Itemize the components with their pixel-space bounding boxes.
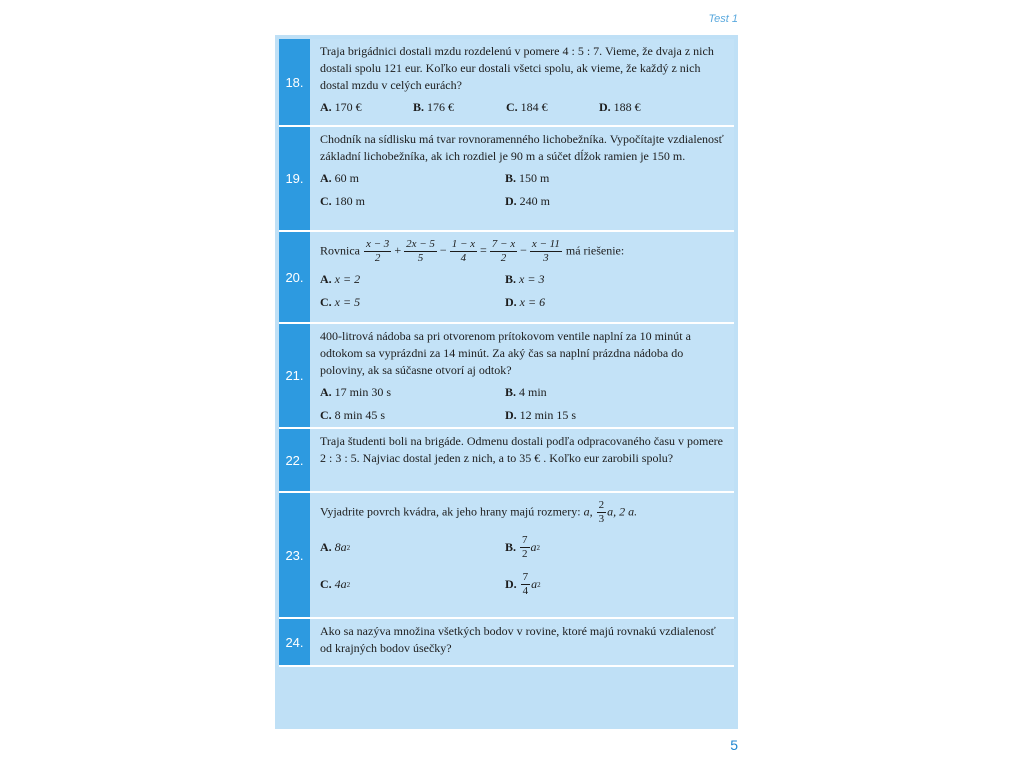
problem-list xyxy=(279,39,734,667)
option-letter: B. xyxy=(505,272,517,286)
option-value: 60 m xyxy=(334,171,360,185)
problem-text: Traja študenti boli na brigáde. Odmenu dostali podľa odpracovaného času v pomere 2 : 3 : 5. Najviac dostal jeden z nich, a to 35 € . Koľko eur zarobili spolu? xyxy=(320,434,723,465)
equation-lead: Rovnica xyxy=(320,243,360,258)
fraction: $\frac{7}{2}$ xyxy=(522,534,528,560)
fraction: $\frac{2x - 5}{5}$ xyxy=(406,238,435,264)
option-letter: B. xyxy=(505,171,517,185)
option-value: 188 € xyxy=(613,100,641,114)
problem-text xyxy=(320,499,726,526)
running-head: Test 1 xyxy=(708,13,738,25)
option-letter: D. xyxy=(599,100,611,114)
option-c[interactable] xyxy=(506,99,599,116)
problem-text: Chodník na sídlisku má tvar rovnoramenného lichobežníka. Vypočítajte vzdialenosť základní lichobežníka, ak ich rozdiel je 90 m a súčet dĺžok ramien je 150 m. xyxy=(320,132,724,163)
fraction: $\frac{7}{4}$ xyxy=(522,571,529,597)
option-value: 240 m xyxy=(519,194,551,208)
option-d[interactable] xyxy=(505,294,690,311)
problem-19 xyxy=(279,127,734,232)
option-b[interactable] xyxy=(505,384,690,401)
problem-text: Ako sa nazýva množina všetkých bodov v rovine, ktoré majú rovnakú vzdialenosť od krajných bodov úsečky? xyxy=(320,624,716,655)
page-number: 5 xyxy=(730,737,738,753)
fraction: $\frac{x - 3}{2}$ xyxy=(366,238,390,264)
problem-21 xyxy=(279,324,734,429)
option-value: 8 min 45 s xyxy=(334,408,386,422)
dimension: a, xyxy=(607,504,617,519)
option-d[interactable] xyxy=(505,407,690,424)
option-c[interactable]: C. 4a 2 xyxy=(320,577,351,591)
option-letter: C. xyxy=(506,100,518,114)
option-letter: D. xyxy=(505,577,517,591)
problem-24 xyxy=(279,619,734,667)
option-letter: C. xyxy=(320,408,332,422)
option-value: x = 2 xyxy=(334,272,361,286)
option-letter: A. xyxy=(320,385,332,399)
problem-text: Traja brigádnici dostali mzdu rozdelenú v pomere 4 : 5 : 7. Vieme, že dvaja z nich dostali spolu 121 eur. Koľko eur dostali všetci spolu, ak vieme, že každý z nich dostal mzdu v celých eurách? xyxy=(320,44,714,92)
answer-options xyxy=(320,384,726,424)
fraction: $\frac{1 - x}{4}$ xyxy=(451,238,475,264)
option-c[interactable] xyxy=(320,294,505,311)
problem-number: 22. xyxy=(279,429,310,491)
option-b[interactable] xyxy=(505,170,690,187)
problem-20 xyxy=(279,232,734,324)
operator: = xyxy=(480,243,487,258)
option-value: 184 € xyxy=(520,100,548,114)
problem-lead: Vyjadrite povrch kvádra, ak jeho hrany majú rozmery: xyxy=(320,504,581,519)
option-a[interactable] xyxy=(320,384,505,401)
answer-options xyxy=(320,99,726,116)
problem-sheet xyxy=(275,35,738,729)
option-letter: B. xyxy=(413,100,425,114)
option-b[interactable] xyxy=(413,99,506,116)
operator: − xyxy=(520,243,527,258)
option-d[interactable]: D. $\frac{7}{4}$ a 2 xyxy=(505,571,541,597)
option-value: x = 6 xyxy=(519,295,546,309)
option-letter: A. xyxy=(320,272,332,286)
option-value: 17 min 30 s xyxy=(334,385,392,399)
fraction: $\frac{7 - x}{2}$ xyxy=(491,238,516,264)
answer-options xyxy=(320,170,726,210)
option-value: 170 € xyxy=(334,100,362,114)
option-letter: A. xyxy=(320,171,332,185)
problem-18 xyxy=(279,39,734,127)
problem-number: 21. xyxy=(279,324,310,427)
option-a[interactable] xyxy=(320,271,505,288)
option-value: 176 € xyxy=(427,100,455,114)
option-value: 150 m xyxy=(519,171,550,185)
problem-number: 20. xyxy=(279,232,310,322)
option-letter: C. xyxy=(320,194,332,208)
option-letter: A. xyxy=(320,540,332,554)
answer-options xyxy=(320,271,726,311)
option-c[interactable] xyxy=(320,407,505,424)
problem-number: 19. xyxy=(279,127,310,230)
answer-options xyxy=(320,534,726,598)
option-letter: D. xyxy=(505,194,517,208)
option-value: 180 m xyxy=(334,194,366,208)
fraction: $\frac{2}{3}$ xyxy=(598,499,605,525)
option-a[interactable] xyxy=(320,99,413,116)
option-b[interactable] xyxy=(505,271,690,288)
option-letter: C. xyxy=(320,295,332,309)
option-letter: C. xyxy=(320,577,332,591)
option-letter: B. xyxy=(505,540,517,554)
fraction: $\frac{x - 11}{3}$ xyxy=(531,238,560,264)
option-c[interactable] xyxy=(320,193,505,210)
problem-number: 24. xyxy=(279,619,310,665)
equation xyxy=(320,238,726,265)
option-value: 8a xyxy=(334,540,347,554)
option-b[interactable]: B. $\frac{7}{2}$ a 2 xyxy=(505,534,541,560)
option-letter: D. xyxy=(505,295,517,309)
operator: + xyxy=(394,243,402,258)
option-letter: D. xyxy=(505,408,517,422)
option-value: 12 min 15 s xyxy=(519,408,577,422)
problem-number: 23. xyxy=(279,493,310,617)
problem-22 xyxy=(279,429,734,493)
option-value: x = 3 xyxy=(519,272,545,286)
operator: − xyxy=(439,243,447,258)
option-d[interactable] xyxy=(599,99,692,116)
dimension: a, xyxy=(583,504,593,519)
option-value: a xyxy=(530,540,537,554)
problem-text: 400-litrová nádoba sa pri otvorenom prítokovom ventile naplní za 10 minút a odtokom sa vyprázdni za 14 minút. Za aký čas sa naplní prázdna nádoba do poloviny, ak sa súčasne otvorí aj odtok? xyxy=(320,329,691,377)
option-d[interactable] xyxy=(505,193,690,210)
option-value: a xyxy=(531,577,538,591)
option-a[interactable]: A. 8a 2 xyxy=(320,540,351,554)
option-a[interactable] xyxy=(320,170,505,187)
option-value: x = 5 xyxy=(334,295,361,309)
equation-tail: má riešenie: xyxy=(565,243,625,258)
dimension: 2 a. xyxy=(619,504,638,519)
option-value: 4 min xyxy=(519,385,547,399)
option-value: 4a xyxy=(334,577,347,591)
option-letter: B. xyxy=(505,385,517,399)
problem-23 xyxy=(279,493,734,619)
problem-number: 18. xyxy=(279,39,310,125)
option-letter: A. xyxy=(320,100,332,114)
